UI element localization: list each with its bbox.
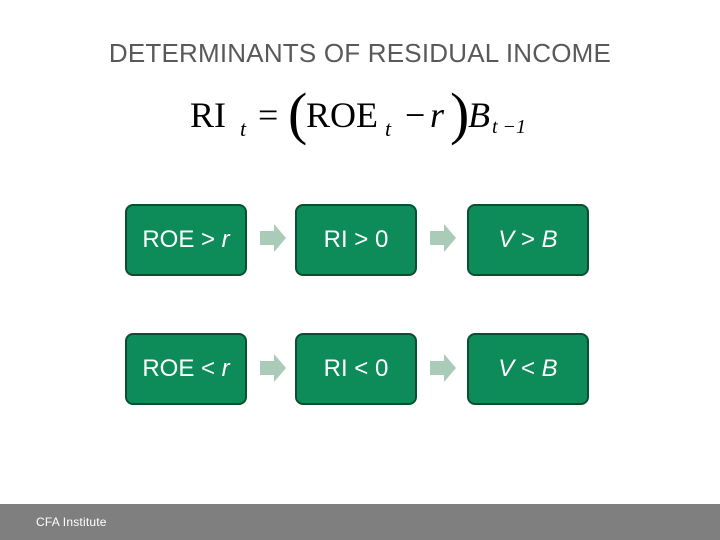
formula-r: r <box>430 95 445 135</box>
formula-b: B <box>468 95 490 135</box>
footer-bar <box>0 504 720 540</box>
formula-close-paren: ) <box>450 81 470 146</box>
formula-b-subscript: t −1 <box>492 116 527 138</box>
right-arrow-icon <box>258 353 288 383</box>
formula-minus: − <box>405 95 426 135</box>
formula-roe-subscript: t <box>385 116 392 141</box>
page-title: DETERMINANTS OF RESIDUAL INCOME <box>108 38 612 68</box>
roe-var: r <box>221 355 230 382</box>
formula-ri-subscript: t <box>240 116 247 141</box>
v-var: V <box>498 226 515 253</box>
ri-label: RI > 0 <box>323 226 389 253</box>
ri-less-than-zero-box <box>295 333 417 405</box>
v-operator: < <box>514 355 542 382</box>
ri-greater-than-zero-box <box>295 204 417 276</box>
roe-prefix: ROE > <box>142 226 222 253</box>
cfa-institute-logo: CFA Institute <box>36 515 107 529</box>
roe-greater-than-r-box <box>125 204 247 276</box>
roe-prefix: ROE < <box>142 355 222 382</box>
formula-equals: = <box>258 95 279 135</box>
formula-open-paren: ( <box>288 81 308 146</box>
right-arrow-icon <box>258 223 288 253</box>
v-operator: > <box>514 226 542 253</box>
roe-less-than-r-box <box>125 333 247 405</box>
v-var: V <box>498 355 515 382</box>
v-less-than-b-box <box>467 333 589 405</box>
formula-ri: RI <box>190 95 226 135</box>
residual-income-formula <box>190 81 540 150</box>
v-greater-than-b-box <box>467 204 589 276</box>
right-arrow-icon <box>428 223 458 253</box>
formula-roe: ROE <box>306 95 378 135</box>
right-arrow-icon <box>428 353 458 383</box>
b-var: B <box>541 226 558 253</box>
roe-var: r <box>221 226 230 253</box>
ri-label: RI < 0 <box>323 355 389 382</box>
b-var: B <box>541 355 558 382</box>
